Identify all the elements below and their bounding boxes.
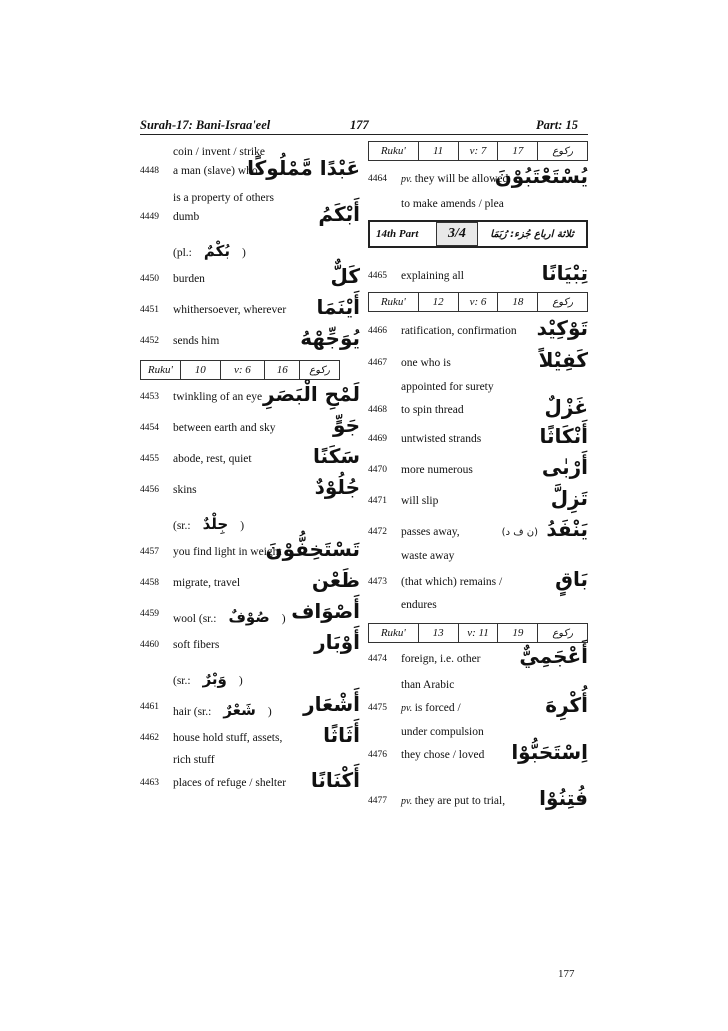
meaning-text: burden: [173, 273, 205, 285]
arabic-word: تَوْكِيْد: [536, 316, 588, 340]
inline-arabic-form: جِلْدٌ: [202, 515, 229, 533]
part-box-label: 14th Part: [376, 228, 419, 240]
header-rule: [140, 134, 588, 135]
entry-meaning: [173, 701, 272, 719]
meaning-text: places of refuge / shelter: [173, 777, 287, 789]
entry-meaning: [173, 422, 276, 434]
ruku-box: [368, 292, 588, 312]
entry-number: 4454: [140, 423, 159, 433]
entry-meaning: [173, 484, 197, 496]
entry-meaning: [401, 357, 451, 369]
entry-number: 4477: [368, 796, 387, 806]
ruku-verses: v: 11: [459, 624, 499, 642]
ruku-box: [368, 623, 588, 643]
inline-arabic-form: صُوْفٌ: [228, 608, 270, 626]
entry-meaning: [173, 577, 240, 589]
part-box: [368, 220, 588, 248]
left-column-entry: [140, 475, 360, 505]
right-column-entry: [368, 424, 588, 454]
meaning-text: appointed for surety: [401, 381, 494, 393]
page-number-header: 177: [350, 118, 369, 132]
meaning-text: one who is: [401, 357, 451, 369]
ruku-verses: v: 6: [459, 293, 499, 311]
entry-meaning: [173, 754, 215, 766]
meaning-text-tail: ): [240, 520, 245, 532]
right-column-entry: [368, 395, 588, 425]
arabic-word: تَزِلَّ: [550, 486, 588, 510]
ruku-box: [368, 141, 588, 161]
arabic-word: اِسْتَحَبُّوْا: [511, 740, 588, 764]
entry-number: 4476: [368, 750, 387, 760]
entry-number: 4448: [140, 166, 159, 176]
entry-number: 4467: [368, 358, 387, 368]
entry-meaning: [401, 726, 484, 738]
left-column-entry: [140, 444, 360, 474]
entry-meaning: [401, 495, 438, 507]
arabic-word: أَيْنَمَا: [316, 295, 360, 319]
arabic-word: سَكَنًا: [313, 444, 360, 468]
arabic-word: كَلٌّ: [330, 264, 360, 288]
entry-number: 4465: [368, 271, 387, 281]
meaning-text: will slip: [401, 495, 439, 507]
right-column-entry: [368, 193, 588, 219]
entry-meaning: [401, 526, 460, 538]
passive-voice-marker: pv.: [401, 796, 415, 807]
meaning-text: they will be allowed: [414, 173, 509, 185]
meaning-text: house hold stuff, assets,: [173, 732, 283, 744]
inline-arabic-form: شَعْرٌ: [223, 701, 256, 719]
entry-meaning: [401, 173, 508, 185]
meaning-text: sends him: [173, 335, 220, 347]
entry-number: 4452: [140, 336, 159, 346]
right-column-entry: [368, 644, 588, 674]
inline-arabic-form: وَبْرٌ: [202, 670, 227, 688]
meaning-text: you find light in weight: [173, 546, 282, 558]
arabic-word: أَنْكَاثًا: [539, 424, 588, 448]
meaning-text: is forced /: [414, 702, 461, 714]
ruku-arabic: رکوع: [552, 145, 574, 157]
entry-meaning: [173, 515, 244, 533]
meaning-text: to make amends / plea: [401, 198, 504, 210]
left-column-entry: [140, 382, 360, 412]
left-column-entry: [140, 326, 360, 356]
arabic-word: جَوٍّ: [333, 413, 360, 437]
right-column-entry: [368, 164, 588, 194]
meaning-text: skins: [173, 484, 197, 496]
meaning-text: untwisted strands: [401, 433, 482, 445]
entry-meaning: [173, 391, 262, 403]
entry-number: 4471: [368, 496, 387, 506]
left-column-entry: [140, 537, 360, 567]
entry-meaning: [173, 211, 199, 223]
right-column-entry: [368, 786, 588, 816]
arabic-word: أَشْعَار: [303, 692, 360, 716]
entry-meaning: [173, 639, 219, 651]
ruku-number: 10: [181, 361, 221, 379]
entry-meaning: [173, 335, 219, 347]
part-label: Part: 15: [536, 118, 579, 132]
left-column-entry: [140, 202, 360, 232]
left-column-entry: [140, 692, 360, 722]
meaning-text: (sr.:: [173, 675, 191, 687]
entry-meaning: [401, 198, 504, 210]
arabic-word: تِبْيَانًا: [541, 261, 588, 285]
left-column-entry: [140, 665, 360, 691]
left-column-entry: [140, 237, 360, 263]
entry-number: 4469: [368, 434, 387, 444]
meaning-text: waste away: [401, 550, 455, 562]
right-column-entry: [368, 348, 588, 378]
arabic-word: أَبْكَمُ: [318, 202, 360, 226]
entry-meaning: [401, 749, 484, 761]
arabic-word: يُسْتَعْتَبُوْنَ: [494, 164, 588, 188]
meaning-text: is a property of others: [173, 192, 274, 204]
right-column-entry: [368, 261, 588, 291]
meaning-text-tail: ): [281, 613, 286, 625]
entry-meaning: [173, 192, 274, 204]
passive-voice-marker: pv.: [401, 703, 415, 714]
ruku-total: 19: [498, 624, 538, 642]
arabic-word: أُكْرِهَ: [545, 693, 588, 717]
meaning-text: they chose / loved: [401, 749, 485, 761]
left-column-entry: [140, 768, 360, 798]
left-column-entry: [140, 156, 360, 186]
meaning-text: to spin thread: [401, 404, 464, 416]
arabic-word: بَاقٍ: [555, 567, 588, 591]
entry-meaning: [173, 273, 205, 285]
entry-number: 4456: [140, 485, 159, 495]
arabic-word: أَعْجَمِيٌّ: [519, 644, 588, 668]
meaning-text: dumb: [173, 211, 200, 223]
entry-meaning: [401, 433, 481, 445]
ruku-number: 13: [419, 624, 459, 642]
entry-number: 4451: [140, 305, 159, 315]
entry-meaning: [173, 608, 286, 626]
meaning-text: hair (sr.:: [173, 706, 212, 718]
left-column-entry: [140, 510, 360, 536]
footer-page-number: 177: [558, 968, 575, 980]
meaning-text: more numerous: [401, 464, 473, 476]
entry-meaning: [401, 325, 517, 337]
entry-meaning: [173, 777, 286, 789]
left-column-entry: [140, 295, 360, 325]
entry-number: 4472: [368, 527, 387, 537]
ruku-number: 12: [419, 293, 459, 311]
passive-voice-marker: pv.: [401, 174, 415, 185]
meaning-text-tail: ): [267, 706, 272, 718]
arabic-word: يُوَجِّهْهُ: [300, 326, 360, 350]
meaning-text: between earth and sky: [173, 422, 276, 434]
left-column-entry: [140, 413, 360, 443]
entry-number: 4455: [140, 454, 159, 464]
entry-meaning: [401, 270, 464, 282]
arabic-word: لَمْحِ الْبَصَرِ: [263, 382, 360, 406]
ruku-total: 16: [265, 361, 300, 379]
right-column-entry: [368, 693, 588, 723]
surah-title: Surah-17: Bani-Israa'eel: [140, 118, 271, 132]
ruku-number: 11: [419, 142, 459, 160]
meaning-text: than Arabic: [401, 679, 455, 691]
arabic-word: أَوْبَار: [314, 630, 360, 654]
meaning-text: a man (slave) who: [173, 165, 258, 177]
arabic-word: تَسْتَخِفُّوْنَ: [265, 537, 360, 561]
inline-arabic-form: بُكْمٌ: [203, 242, 230, 260]
entry-number: 4463: [140, 778, 159, 788]
ruku-label: Ruku': [141, 361, 181, 379]
entry-meaning: [401, 702, 461, 714]
meaning-text: explaining all: [401, 270, 464, 282]
meaning-text: under compulsion: [401, 726, 484, 738]
ruku-total: 18: [498, 293, 538, 311]
entry-meaning: [401, 576, 502, 588]
entry-meaning: [401, 599, 437, 611]
entry-number: 4450: [140, 274, 159, 284]
entry-number: 4475: [368, 703, 387, 713]
entry-meaning: [173, 304, 286, 316]
part-box-arabic: ثلاثة ارباع جُزء: رُبَمَا: [490, 228, 574, 240]
entry-meaning: [401, 653, 481, 665]
arabic-word: غَزْلٌ: [544, 395, 588, 419]
arabic-word: كَفِيْلاً: [538, 348, 588, 372]
meaning-text: foreign, i.e. other: [401, 653, 481, 665]
meaning-text: soft fibers: [173, 639, 220, 651]
ruku-arabic: رکوع: [552, 627, 574, 639]
meaning-text-tail: ): [241, 247, 246, 259]
left-column-entry: [140, 568, 360, 598]
arabic-word: أَثَاثًا: [323, 723, 360, 747]
ruku-box: [140, 360, 340, 380]
entry-meaning: [401, 381, 494, 393]
meaning-text: endures: [401, 599, 437, 611]
right-column-entry: [368, 740, 588, 770]
entry-number: 4474: [368, 654, 387, 664]
entry-number: 4453: [140, 392, 159, 402]
right-column-entry: [368, 455, 588, 485]
meaning-text: migrate, travel: [173, 577, 241, 589]
meaning-text: they are put to trial,: [414, 795, 506, 807]
ruku-verses: v: 6: [221, 361, 266, 379]
entry-number: 4468: [368, 405, 387, 415]
arabic-word: أَصْوَاف: [291, 599, 360, 623]
left-column-entry: [140, 630, 360, 660]
entry-meaning: [173, 670, 243, 688]
arabic-word: عَبْدًا مَّمْلُوكًا: [247, 156, 360, 180]
ruku-total: 17: [498, 142, 538, 160]
ruku-arabic: رکوع: [309, 364, 330, 376]
entry-number: 4459: [140, 609, 159, 619]
part-box-fraction: 3/4: [436, 222, 478, 246]
arabic-word: فُتِنُوْا: [539, 786, 588, 810]
meaning-text: ratification, confirmation: [401, 325, 517, 337]
entry-number: 4457: [140, 547, 159, 557]
entry-number: 4462: [140, 733, 159, 743]
meaning-text: passes away,: [401, 526, 460, 538]
entry-number: 4461: [140, 702, 159, 712]
right-column-entry: [368, 486, 588, 516]
meaning-text: whithersoever, wherever: [173, 304, 287, 316]
entry-number: 4458: [140, 578, 159, 588]
entry-number: 4473: [368, 577, 387, 587]
entry-meaning: [401, 795, 505, 807]
left-column-entry: [140, 264, 360, 294]
ruku-label: Ruku': [369, 293, 419, 311]
right-column-entry: [368, 594, 588, 620]
root-letters-note: (ن ف د): [501, 527, 538, 538]
entry-number: 4464: [368, 174, 387, 184]
entry-meaning: [173, 453, 252, 465]
arabic-word: أَرْبٰى: [541, 455, 588, 479]
meaning-text: (pl.:: [173, 247, 192, 259]
entry-number: 4466: [368, 326, 387, 336]
left-column-entry: [140, 599, 360, 629]
entry-meaning: [173, 242, 246, 260]
entry-meaning: [401, 679, 454, 691]
meaning-text: coin / invent / strike: [173, 146, 265, 158]
entry-meaning: [401, 404, 464, 416]
meaning-text: rich stuff: [173, 754, 215, 766]
entry-meaning: [401, 464, 473, 476]
entry-number: 4470: [368, 465, 387, 475]
entry-number: 4449: [140, 212, 159, 222]
meaning-text: wool (sr.:: [173, 613, 217, 625]
meaning-text: (sr.:: [173, 520, 191, 532]
right-column-entry: [368, 316, 588, 346]
right-column-entry: [368, 517, 588, 547]
arabic-word: ظَعْن: [311, 568, 360, 592]
ruku-label: Ruku': [369, 142, 419, 160]
entry-number: 4460: [140, 640, 159, 650]
meaning-text: twinkling of an eye: [173, 391, 263, 403]
ruku-verses: v: 7: [459, 142, 499, 160]
ruku-arabic: رکوع: [552, 296, 574, 308]
meaning-text: abode, rest, quiet: [173, 453, 252, 465]
arabic-word: أَكْنَانًا: [310, 768, 360, 792]
arabic-word: يَنْفَدُ: [546, 517, 588, 541]
entry-meaning: [401, 550, 454, 562]
ruku-label: Ruku': [369, 624, 419, 642]
entry-meaning: [173, 732, 282, 744]
arabic-word: جُلُوْدٌ: [314, 475, 360, 499]
meaning-text: (that which) remains /: [401, 576, 503, 588]
entry-meaning: [173, 165, 258, 177]
meaning-text-tail: ): [238, 675, 243, 687]
